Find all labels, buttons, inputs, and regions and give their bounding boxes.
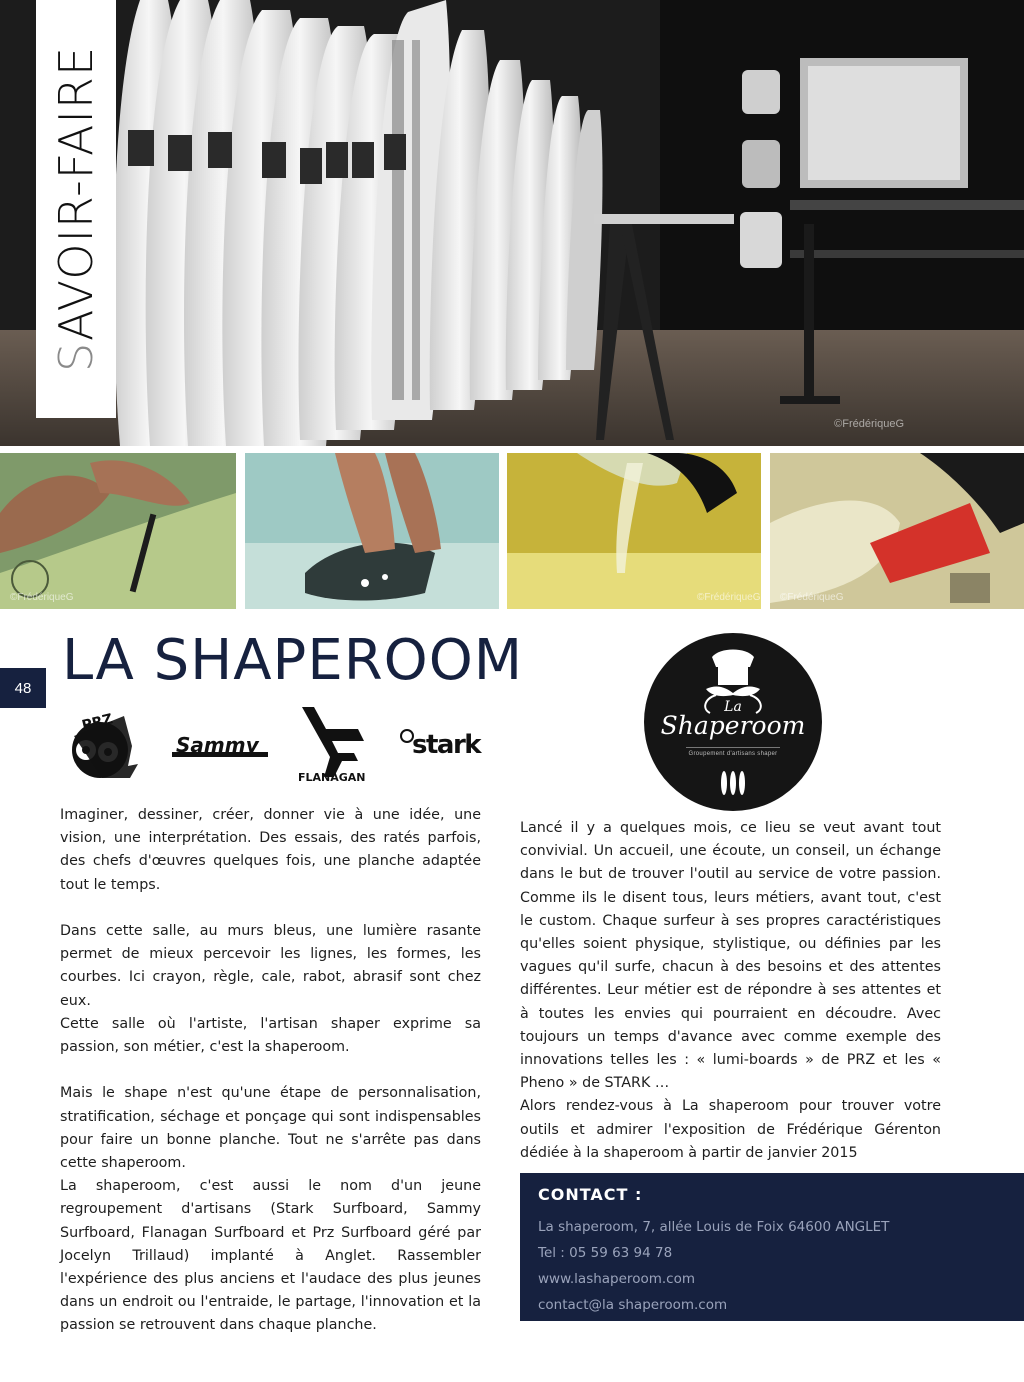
sammy-logo <box>172 730 268 769</box>
badge-tagline: Groupement d'artisans shaper <box>688 751 778 757</box>
article-paragraph: Alors rendez-vous à La shaperoom pour trouver votre outils et admirer l'exposition de Frédérique Gérenton dédiée à la shaperoom à partir de janvier 2015 <box>520 1098 941 1161</box>
article-paragraph: Dans cette salle, au murs bleus, une lumière rasante permet de mieux percevoir les lignes, les formes, les courbes. Ici crayon, règle, cale, rabot, abrasif sont chez eux. <box>60 923 481 1009</box>
hero-photo-surfboard-rack <box>0 0 1024 446</box>
photo-sanding-block <box>245 453 499 609</box>
article-paragraph: Mais le shape n'est qu'une étape de personnalisation, stratification, séchage et ponçage qui sont indispensables pour faire un bonne planche. Tout ne s'arrête pas dans cette shaperoom. <box>60 1085 481 1172</box>
contact-box <box>520 1173 1024 1321</box>
article-paragraph: Cette salle où l'artiste, l'artisan shaper exprime sa passion, son métier, c'est la shaperoom. <box>60 1015 481 1056</box>
photo-pencil-drawing <box>0 453 236 609</box>
contact-heading: CONTACT : <box>538 1185 643 1204</box>
photo-credit: ©FrédériqueG <box>10 592 74 603</box>
page-number: 48 <box>0 668 46 708</box>
contact-website-link[interactable]: www.lashaperoom.com <box>538 1271 695 1287</box>
page-title: LA SHAPEROOM <box>62 628 524 693</box>
contact-phone: Tel : 05 59 63 94 78 <box>538 1245 673 1261</box>
article-paragraph: La shaperoom, c'est aussi le nom d'un jeune regroupement d'artisans (Stark Surfboard, Sammy Surfboard, Flanagan Surfboard et Prz Surfboard géré par Jocelyn Trillaud) implanté à Anglet. Rassembler l'expérience des plus anciens et l'audace des plus jeunes dans un endroit ou l'entraide, le partage, l'innovation et la passion se retrouvent dans chaque planche. <box>60 1178 481 1334</box>
article-paragraph: Imaginer, dessiner, créer, donner vie à une idée, une vision, une interprétation. Des essais, des ratés parfois, des chefs d'œuvres quelques fois, une planche adaptée tout le temps. <box>60 807 481 893</box>
la-shaperoom-logo-badge <box>644 633 822 811</box>
contact-email-link[interactable]: contact@la shaperoom.com <box>538 1297 728 1313</box>
section-label: SAVOIR-FAIRE <box>49 45 104 373</box>
flanagan-logo-text: FLANAGAN <box>298 771 366 783</box>
prz-logo <box>62 706 142 787</box>
section-label-tab <box>36 0 116 418</box>
stark-logo-text: stark <box>412 730 481 758</box>
prz-logo-text: PRZ <box>80 711 115 735</box>
badge-name: Shaperoom <box>660 711 806 740</box>
badge-la: La <box>724 699 742 715</box>
stark-logo <box>398 726 494 763</box>
article-paragraph: Lancé il y a quelques mois, ce lieu se veut avant tout convivial. Un accueil, une écoute, un conseil, un échange dans le but de trouver l'outil au service de votre passion. Comme ils le disent tous, leurs métiers, avant tout, c'est le custom. Chaque surfeur à ses propres caractéristiques qu'elles soient physique, stylistique, ou définies par les vagues qu'il surfe, chacun à des besoins et des attentes différentes. Leur métier est de répondre à ses attentes et à toutes les envies qui pourraient en découdre. Avec toujours un temps d'avance avec comme exemple des innovations telles les : « lumi-boards » de PRZ et les « Pheno » de STARK … <box>520 820 941 1092</box>
photo-resin-pour <box>507 453 761 609</box>
sammy-logo-text: Sammy <box>176 733 259 757</box>
photo-credit: ©FrédériqueG <box>834 418 904 430</box>
contact-address: La shaperoom, 7, allée Louis de Foix 64600 ANGLET <box>538 1219 890 1235</box>
flanagan-logo <box>296 707 368 788</box>
photo-red-squeegee <box>770 453 1024 609</box>
hero-photo-illustration <box>0 0 1024 446</box>
article-left-column <box>60 804 481 1361</box>
article-right-column <box>520 817 941 1188</box>
photo-credit: ©FrédériqueG <box>697 592 761 603</box>
photo-credit: ©FrédériqueG <box>780 592 844 603</box>
